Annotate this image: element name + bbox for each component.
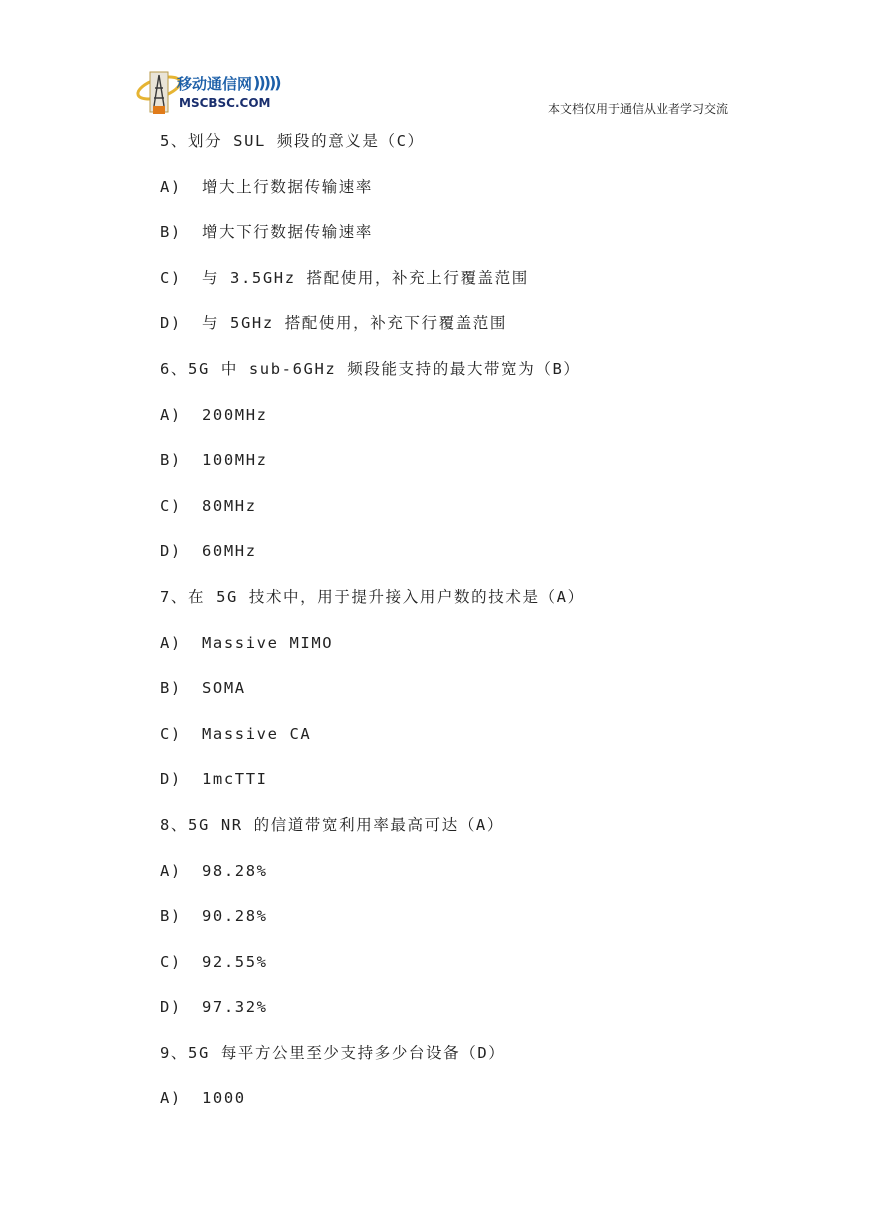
option-text: SOMA (202, 679, 246, 698)
option-text: Massive MIMO (202, 633, 334, 652)
question-5-option-b (160, 219, 780, 265)
option-text: 增大上行数据传输速率 (202, 177, 374, 196)
option-text: 增大下行数据传输速率 (202, 223, 374, 242)
question-9-option-a (160, 1085, 780, 1131)
question-6-option-c (160, 493, 780, 539)
logo-title: 移动通信网 (177, 75, 253, 93)
question-5: 5、划分 SUL 频段的意义是（C） (160, 132, 425, 150)
question-6-option-a (160, 402, 780, 448)
option-text: 60MHz (202, 542, 257, 561)
question-7-option-a (160, 630, 780, 676)
question-9: 9、5G 每平方公里至少支持多少台设备（D） (160, 1043, 506, 1062)
question-7-option-b (160, 675, 780, 721)
option-text: Massive CA (202, 724, 312, 743)
option-label: C) (160, 952, 182, 971)
option-label: D) (160, 314, 182, 333)
signal-waves-icon: ))))) (253, 73, 280, 92)
question-5-option-a (160, 174, 780, 220)
option-label: C) (160, 496, 182, 515)
option-label: B) (160, 907, 182, 926)
question-8: 8、5G NR 的信道带宽利用率最高可达（A） (160, 815, 504, 834)
option-text: 与 3.5GHz 搭配使用，补充上行覆盖范围 (202, 268, 529, 287)
option-label: B) (160, 451, 182, 470)
option-label: B) (160, 223, 182, 242)
option-text: 100MHz (202, 451, 268, 470)
option-label: A) (160, 633, 182, 652)
option-text: 97.32% (202, 998, 268, 1017)
site-logo (135, 66, 305, 116)
option-label: A) (160, 861, 182, 880)
question-6-option-d (160, 538, 780, 584)
option-text: 90.28% (202, 907, 268, 926)
tower-logo-icon (135, 66, 183, 116)
option-label: C) (160, 724, 182, 743)
option-label: D) (160, 998, 182, 1017)
option-text: 80MHz (202, 496, 257, 515)
question-list (160, 128, 780, 1131)
option-text: 98.28% (202, 861, 268, 880)
question-8-option-a (160, 858, 780, 904)
option-text: 1mcTTI (202, 770, 268, 789)
option-label: D) (160, 770, 182, 789)
option-label: D) (160, 542, 182, 561)
option-label: A) (160, 405, 182, 424)
question-7-option-c (160, 721, 780, 767)
option-text: 92.55% (202, 952, 268, 971)
question-5-option-d (160, 310, 780, 356)
question-8-option-d (160, 994, 780, 1040)
option-label: A) (160, 1089, 182, 1108)
option-text: 200MHz (202, 405, 268, 424)
option-text: 1000 (202, 1089, 246, 1108)
question-7-option-d (160, 766, 780, 812)
option-label: B) (160, 679, 182, 698)
question-8-option-c (160, 949, 780, 995)
option-label: C) (160, 268, 182, 287)
question-5-option-c (160, 265, 780, 311)
logo-subtitle: MSCBSC.COM (179, 96, 271, 110)
option-label: A) (160, 177, 182, 196)
question-7: 7、在 5G 技术中，用于提升接入用户数的技术是（A） (160, 587, 585, 606)
question-6-option-b (160, 447, 780, 493)
question-6: 6、5G 中 sub-6GHz 频段能支持的最大带宽为（B） (160, 359, 581, 378)
header-note: 本文档仅用于通信从业者学习交流 (547, 102, 728, 116)
option-text: 与 5GHz 搭配使用，补充下行覆盖范围 (202, 314, 507, 333)
question-8-option-b (160, 903, 780, 949)
